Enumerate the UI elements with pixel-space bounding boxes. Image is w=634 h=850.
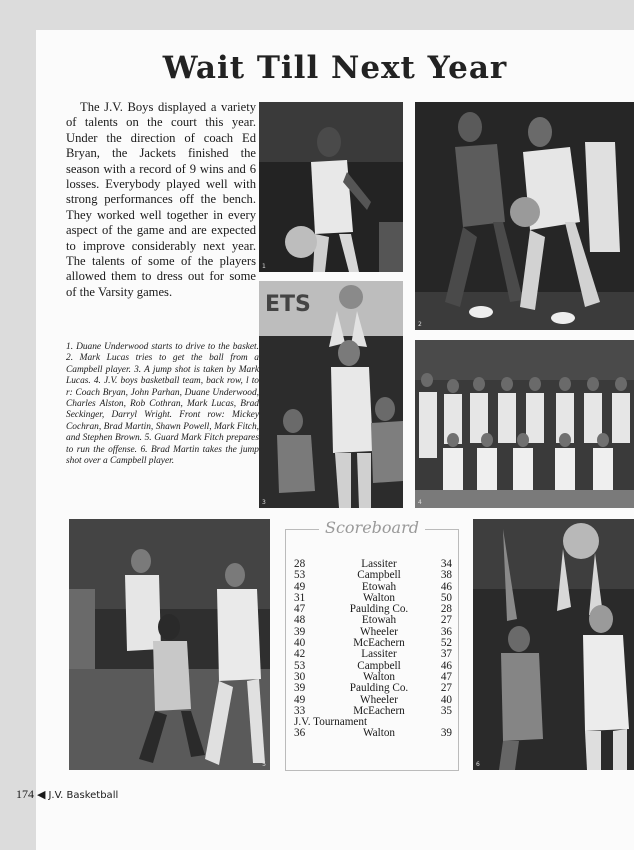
opponent-score: 28 [440,603,452,616]
photo-number: 3 [262,499,266,506]
page-title: Wait Till Next Year [162,50,508,86]
opponent-score: 46 [440,580,452,593]
scoreboard [285,518,459,771]
scoreboard-title: Scoreboard [319,518,425,537]
opponent-score: 39 [440,727,452,740]
photo-6 [473,519,634,770]
opponent-score: 35 [440,704,452,717]
opponent-name: Walton [362,591,396,604]
opponent-score: 47 [440,670,452,683]
opponent-score: 38 [440,569,452,582]
jackets-score: 49 [294,693,306,706]
opponent-score: 36 [440,625,452,638]
opponent-score: 50 [440,591,452,604]
opponent-name: Wheeler [360,693,398,706]
opponent-name: Walton [362,670,396,683]
photo-4-image [415,340,634,508]
opponent-name: Etowah [361,580,397,593]
opponent-name: Campbell [357,659,401,672]
jackets-score: 53 [294,569,306,582]
opponent-name: McEachern [353,637,405,650]
opponent-score: 46 [440,659,452,672]
page-number: 174 [16,787,34,801]
photo-number: 6 [476,761,480,768]
opponent-name: Paulding Co. [349,682,409,695]
jackets-score: 39 [294,682,306,695]
photo-number: 1 [262,263,266,270]
jackets-score: 33 [294,704,306,717]
yearbook-page [36,30,634,850]
intro-paragraph: The J.V. Boys displayed a variety of talents on the court this year. Under the direction of coach Ed Bryan, the Jackets finished the season with a record of 9 wins and 6 losses. Everybody played well with strong performances off the bench. They worked well together in every aspect of the game and are expected to improve considerably next year. The talents of some of the players allowed them to dress out for some of the Varsity games. [66,100,256,299]
opponent-name: Campbell [357,569,401,582]
opponent-name: Lassiter [361,648,397,661]
jackets-score: 49 [294,580,306,593]
opponent-name: Paulding Co. [349,603,409,616]
opponent-name: McEachern [353,704,405,717]
photo-1-image [259,102,403,272]
photo-caption: 1. Duane Underwood starts to drive to the basket. 2. Mark Lucas tries to get the ball from a Campbell player. 3. A jump shot is taken by Mark Lucas. 4. J.V. boys basketball team, back row, l to r: Coach Bryan, John Parhan, Duane Underwood, Charles Alston, Rob Cothran, Mark Lucas, Brad Seckinger, Darryl Wright. Front row: Mickey Cochran, Brad Martin, Shawn Powell, Mark Fitch, and Stephen Brown. 5. Guard Mark Fitch prepares to run the offense. 6. Brad Martin takes the jump shot over a Campbell player. [66,342,259,467]
jackets-score: 31 [294,591,306,604]
opponent-name: Wheeler [360,625,398,638]
opponent-name: Walton [362,727,396,740]
photo-2-image [415,102,634,330]
scoreboard-table [294,559,454,740]
photo-1 [259,102,403,272]
photo-2 [415,102,634,330]
photo-number: 4 [418,499,422,506]
opponent-score: 27 [440,682,452,695]
photo-5-image [69,519,270,770]
opponent-score: 40 [440,693,452,706]
photo-6-image [473,519,634,770]
score-row [294,649,454,660]
photo-number: 5 [262,761,266,768]
opponent-score: 37 [440,648,452,661]
jackets-score: 36 [294,727,306,740]
opponent-score: 52 [440,637,452,650]
photo-3 [259,281,403,508]
score-row [294,683,454,694]
svg-text:ETS: ETS [265,292,311,317]
jackets-score: 53 [294,659,306,672]
jackets-score: 40 [294,637,306,650]
photo-4 [415,340,634,508]
score-row [294,570,454,581]
jackets-score: 28 [294,558,306,570]
jackets-score: 48 [294,614,306,627]
opponent-name: Etowah [361,614,397,627]
photo-3-image [259,281,403,508]
score-row [294,728,454,739]
jackets-score: 42 [294,648,306,661]
photo-number: 2 [418,321,422,328]
photo-5 [69,519,270,770]
opponent-score: 34 [440,558,452,570]
tournament-label: J.V. Tournament [294,716,368,729]
jackets-score: 39 [294,625,306,638]
opponent-score: 27 [440,614,452,627]
left-arrow-icon: ◀ [37,789,46,801]
opponent-name: Lassiter [361,558,397,570]
scoreboard-title-wrap [286,518,458,538]
jackets-score: 47 [294,603,306,616]
section-name: J.V. Basketball [48,790,119,801]
jackets-score: 30 [294,670,306,683]
scoreboard-rows [294,559,454,740]
page-footer [16,787,118,802]
